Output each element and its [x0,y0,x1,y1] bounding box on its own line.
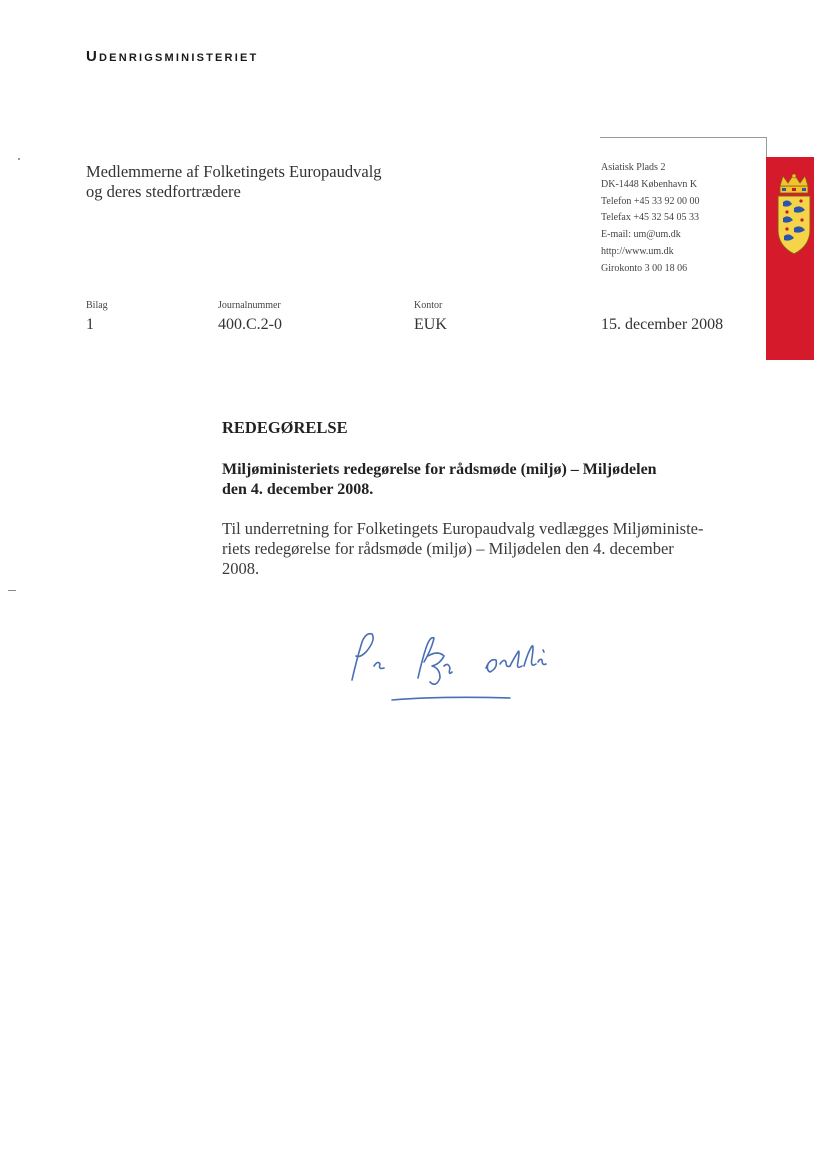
kontor-label: Kontor [414,300,443,311]
margin-mark [18,158,20,160]
document-subject [222,460,742,500]
document-title: REDEGØRELSE [222,418,348,437]
crest-icon [774,174,814,276]
address-giro: Girokonto 3 00 18 06 [601,262,688,274]
body-line-3: 2008. [222,559,260,578]
journal-label: Journalnummer [218,300,281,311]
fold-mark [8,590,16,591]
kontor-value: EUK [414,316,447,333]
address-email: E-mail: um@um.dk [601,229,681,241]
recipient-line-1: Medlemmerne af Folketingets Europaudvalg [86,162,382,181]
address-block [601,160,700,278]
body-paragraph [222,519,747,579]
address-divider [600,137,766,138]
address-website: http://www.um.dk [601,245,674,257]
address-divider-vertical [766,137,767,157]
address-street: Asiatisk Plads 2 [601,162,666,173]
bilag-label: Bilag [86,300,108,311]
body-line-1: Til underretning for Folketingets Europaudvalg vedlægges Miljøministe- [222,519,704,538]
bilag-value: 1 [86,316,94,333]
ministry-name: Udenrigsministeriet [86,48,259,65]
address-city: DK-1448 København K [601,178,698,190]
letter-date: 15. december 2008 [601,316,724,333]
subject-line-1: Miljøministeriets redegørelse for rådsmøde (miljø) – Miljødelen [222,461,657,478]
subject-line-2: den 4. december 2008. [222,481,374,498]
signature-icon [340,622,580,712]
body-line-2: riets redegørelse for rådsmøde (miljø) – Miljødelen den 4. december [222,539,674,558]
recipient-block [86,162,382,202]
address-phone: Telefon +45 33 92 00 00 [601,195,700,207]
address-fax: Telefax +45 32 54 05 33 [601,212,699,224]
recipient-line-2: og deres stedfortrædere [86,182,241,201]
journal-value: 400.C.2-0 [218,316,282,333]
